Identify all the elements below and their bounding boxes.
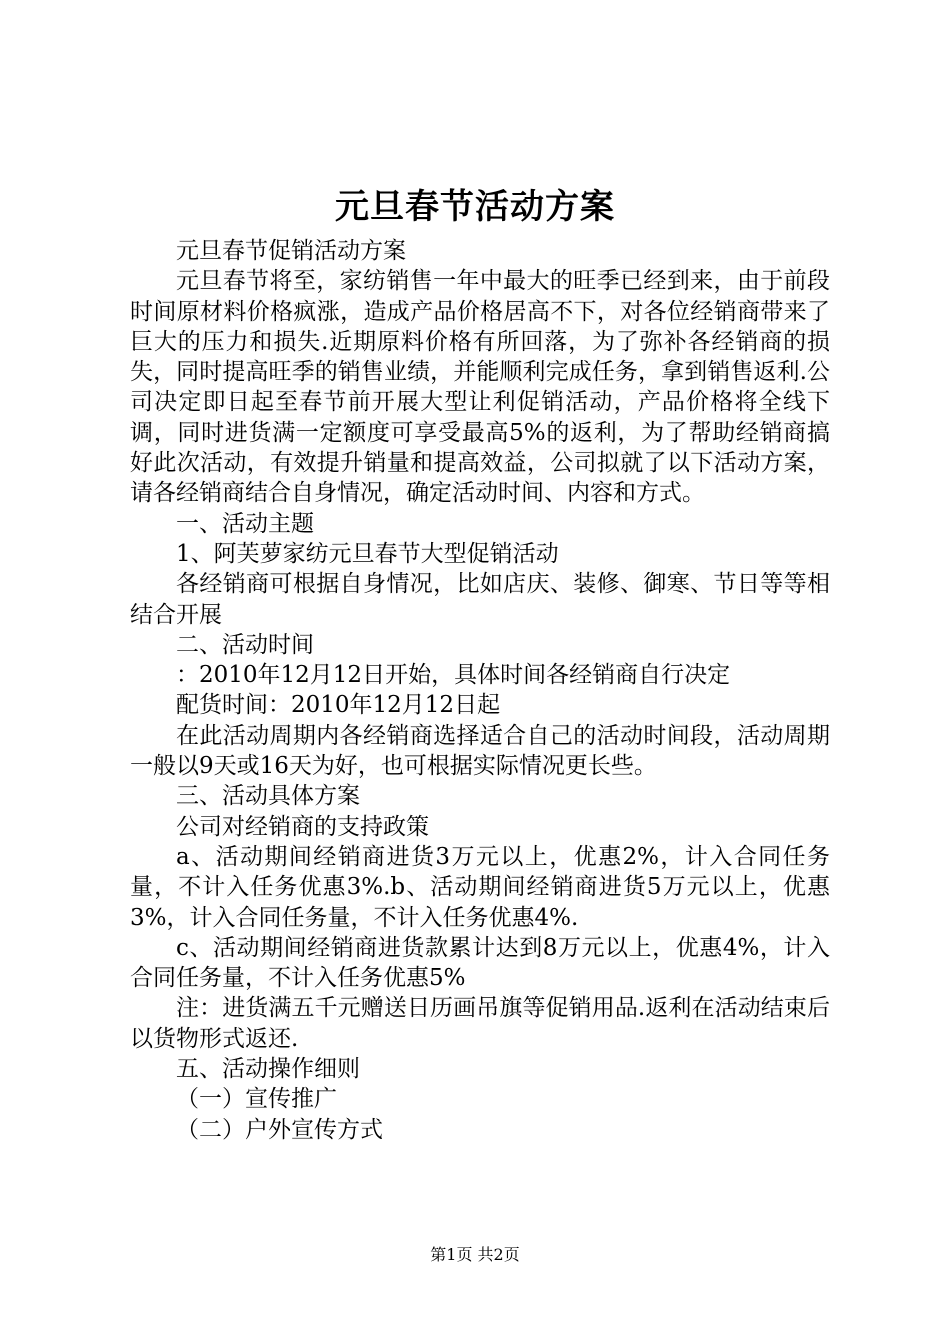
page-footer: 第1页 共2页 xyxy=(430,1245,520,1264)
paragraph: c、活动期间经销商进货款累计达到8万元以上，优惠4%，计入合同任务量，不计入任务优惠5% xyxy=(130,934,830,992)
document-title: 元旦春节活动方案 xyxy=(335,187,615,227)
paragraph: 在此活动周期内各经销商选择适合自己的活动时间段，活动周期一般以9天或16天为好，也可根据实际情况更长些。 xyxy=(130,722,830,780)
subsection-heading: （一）宣传推广 xyxy=(176,1086,337,1113)
paragraph: 1、阿芙萝家纺元旦春节大型促销活动 xyxy=(176,540,559,567)
subsection-heading: （二）户外宣传方式 xyxy=(176,1116,383,1143)
paragraph: 注：进货满五千元赠送日历画吊旗等促销用品.返利在活动结束后以货物形式返还. xyxy=(130,995,830,1052)
paragraph: 元旦春节促销活动方案 xyxy=(176,238,406,264)
document-body xyxy=(130,236,830,1145)
paragraph: 公司对经销商的支持政策 xyxy=(176,813,429,840)
section-heading: 三、活动具体方案 xyxy=(176,783,360,810)
paragraph: ：2010年12月12日开始，具体时间各经销商自行决定 xyxy=(176,662,731,689)
section-heading: 五、活动操作细则 xyxy=(176,1056,360,1083)
paragraph: 元旦春节将至，家纺销售一年中最大的旺季已经到来，由于前段时间原材料价格疯涨，造成产品价格居高不下，对各位经销商带来了巨大的压力和损失.近期原料价格有所回落，为了弥补各经销商的损失，同时提高旺季的销售业绩，并能顺利完成任务，拿到销售返利.公司决定即日起至春节前开展大型让利促销活动，产品价格将全线下调，同时进货满一定额度可享受最高5%的返利，为了帮助经销商搞好此次活动，有效提升销量和提高效益，公司拟就了以下活动方案，请各经销商结合自身情况，确定活动时间、内容和方式。 xyxy=(130,268,830,507)
paragraph: 配货时间：2010年12月12日起 xyxy=(176,692,501,719)
paragraph: a、活动期间经销商进货3万元以上，优惠2%，计入合同任务量，不计入任务优惠3%.b、活动期间经销商进货5万元以上，优惠3%，计入合同任务量，不计入任务优惠4%. xyxy=(130,843,830,931)
section-heading: 二、活动时间 xyxy=(176,631,314,658)
paragraph: 各经销商可根据自身情况，比如店庆、装修、御寒、节日等等相结合开展 xyxy=(130,571,830,628)
section-heading: 一、活动主题 xyxy=(176,510,314,537)
